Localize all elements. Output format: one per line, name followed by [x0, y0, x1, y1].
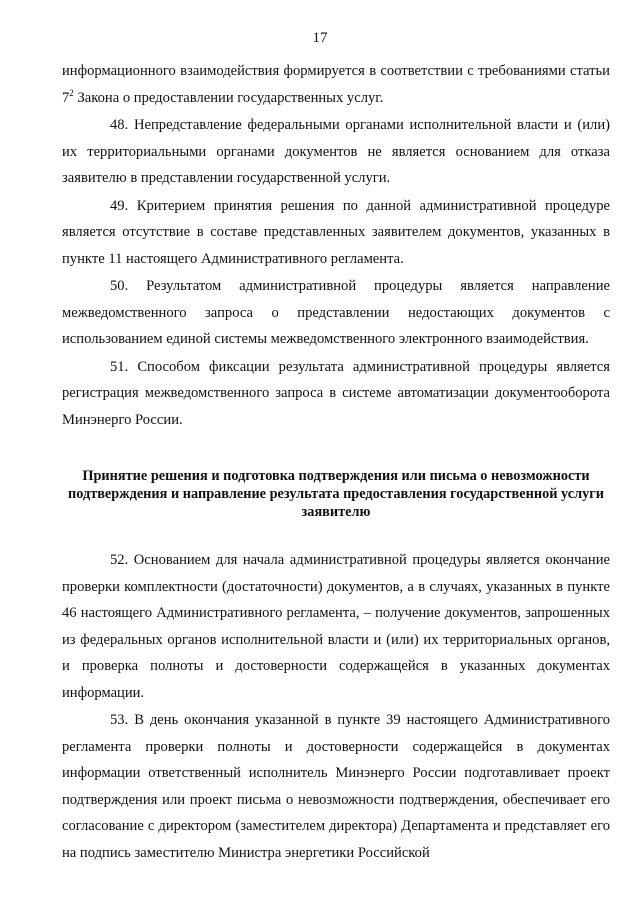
page-number: 17	[312, 30, 328, 46]
paragraph-48: 48. Непредставление федеральными органами исполнительной власти и (или) их территориальными органами документов не является основанием для отказа заявителю в представлении государственной услуги.	[62, 117, 610, 186]
superscript-index: 2	[69, 87, 74, 98]
paragraph-49: 49. Критерием принятия решения по данной административной процедуре является отсутствие в составе представленных заявителем документов, указанных в пункте 11 настоящего Административного регламента.	[62, 197, 610, 267]
paragraph-50: 50. Результатом административной процедуры является направление межведомственного запроса о представлении недостающих документов с использованием единой системы межведомственного электронного взаимодействия.	[62, 278, 610, 347]
section-heading: Принятие решения и подготовка подтверждения или письма о невозможности подтверждения и направление результата предоставления государственной услуги заявителю	[67, 468, 605, 520]
paragraph-51: 51. Способом фиксации результата административной процедуры является регистрация межведомственного запроса в системе автоматизации документооборота Минэнерго России.	[62, 358, 610, 428]
document-body	[62, 58, 610, 866]
paragraph-intro-text: информационного взаимодействия формируется в соответствии с требованиями статьи 7	[62, 63, 610, 106]
paragraph-53: 53. В день окончания указанной в пункте 39 настоящего Административного регламента проверки полноты и достоверности содержащейся в документах информации ответственный исполнитель Минэнерго России подготавливает проект подтверждения или проект письма о невозможности подтверждения, обеспечивает его согласование с директором (заместителем директора) Департамента и представляет его на подпись заместителю Министра энергетики Российской	[62, 712, 610, 861]
paragraph-intro	[62, 58, 610, 111]
paragraph-52: 52. Основанием для начала административной процедуры является окончание проверки комплектности (достаточности) документов, а в случаях, указанных в пункте 46 настоящего Административного регламента, – получение документов, запрошенных из федеральных органов исполнительной власти и (или) их территориальных органов, и проверка полноты и достоверности содержащейся в указанных документах информации.	[62, 552, 610, 701]
paragraph-intro-text-end: Закона о предоставлении государственных услуг.	[73, 89, 384, 106]
